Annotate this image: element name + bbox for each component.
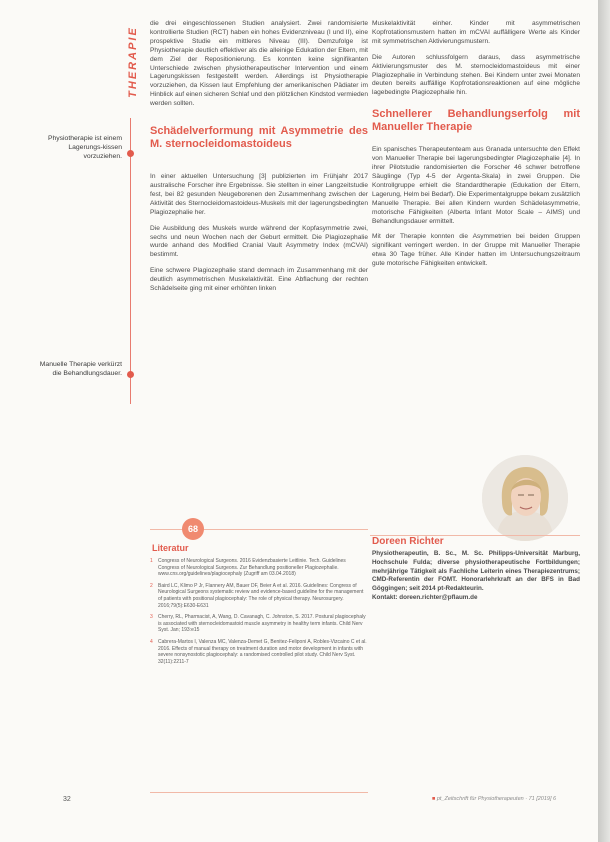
author-bio [372, 550, 580, 603]
reference-list [150, 558, 368, 670]
author-name: Doreen Richter [372, 536, 444, 547]
page-edge [598, 0, 610, 842]
author-contact[interactable]: Kontakt: doreen.richter@pflaum.de [372, 593, 478, 601]
author-photo [482, 455, 568, 541]
reference-item: 1 Congress of Neurological Surgeons. 2016 Evidenzbasierte Leitlinie. Tech. Guidelines Congress of Neurological Surgeons. Zur Behandlung positioneller Plagiozephalie. www.cns.org/guidelines/plagiocephaly (Zugriff am 03.04.2018) [150, 558, 346, 578]
paragraph: Die Autoren schlussfolgern daraus, dass asymmetrische Aktivierungsmuster des M. sternocleidomastoideus mit einer Plagiozephalie in Verbindung stehen. Bei Kindern unter zwei Monaten deuten bereits auffällige Kopfrotationsreaktionen auf eine mögliche lagebedingte Plagiozephalie hin. [372, 53, 580, 97]
author-role: Physiotherapeutin, B. Sc., M. Sc. Philipps-Universität Marburg, Hochschule Fulda; diverse physiotherapeutische Fortbildungen; mehrjährige Tätigkeit als Fachliche Leiterin eines Therapiezentrums; CMD-Referentin der FOMT. Honorarlehrkraft an der BFS in Bad Göggingen; seit 2014 pt-Redakteurin. [372, 550, 580, 593]
note-dot [127, 150, 134, 157]
journal-footer: ■ pt_Zeitschrift für Physiotherapeuten · 71 [2019] 6 [432, 796, 557, 802]
paragraph: Die Ausbildung des Muskels wurde während der Kopfasymmetrie zwei, sechs und neun Wochen nach der Geburt ermittelt. Die Plagiozephalie wurde anhand des Modified Cranial Vault Asymmetry Index (mCVAI) bestimmt. [150, 224, 368, 259]
paragraph: Eine schwere Plagiozephalie stand demnach im Zusammenhang mit der deutlich asymmetrischen Muskelaktivität. Eine Abflachung der rechten Schädelseite ging mit einer erhöhten linken [150, 267, 368, 293]
literature-heading: Literatur [152, 543, 189, 553]
paragraph: Mit der Therapie konnten die Asymmetrien bei beiden Gruppen signifikant verringert werden. In der Gruppe mit Manueller Therapie etwa 30 Tage früher. Alle Kinder hatten im Untersuchungszeitraum gute motorische Fähigkeiten entwickelt. [372, 233, 580, 268]
section-heading: Schädelverformung mit Asymmetrie des M. sternocleidomastoideus [150, 125, 368, 151]
paragraph: In einer aktuellen Untersuchung [3] publizierten im Frühjahr 2017 australische Forscher ihre Ergebnisse. Sie stellten in einer Langzeitstudie fest, bei 82 gesunden Neugeborenen den Zusammenhang zwischen der Aktivität des Sternocleidomastoideus-Muskels mit der lagerungsbedingten Plagiozephalie her. [150, 173, 368, 216]
reference-item: 3 Cherry, RL, Pharmacist, A, Wang, D. Cavanagh, C. Johnston, S. 2017. Postural plagiocephaly is associated with sternocleidomastoid muscle asymmetry in healthy term infants. Child Nerv Syst. Jan; 193:e15 [150, 614, 366, 634]
reference-item: 4 Cabrera-Martos I, Valenza MC, Valenza-Demet G, Benitez-Feliponi A, Robles-Vizcaino C et al. 2016. Effects of manual therapy on treatment duration and motor development in infants with severe nonsynostotic plagiocephaly: a randomised controlled pilot study. Child Nerv Syst. 32(11):2211-7 [150, 638, 367, 665]
note-dot [127, 371, 134, 378]
section-tag: THERAPIE [127, 26, 139, 98]
page-number: 32 [63, 796, 71, 803]
reference-item: 2 Baird LC, Klimo P Jr, Flannery AM, Bauer DF, Beier A et al. 2016. Guidelines: Congress of Neurological Surgeons systematic review and evidence-based guideline for the management of patients with positional plagiocephaly: The role of physical therapy. Neurosurgery. 2016;79(5):E630-E631 [150, 582, 364, 609]
margin-note: Manuelle Therapie verkürzt die Behandlungsdauer. [39, 361, 122, 377]
column-left [150, 20, 368, 301]
literature-badge: 68 [182, 518, 204, 540]
paragraph: Ein spanisches Therapeutenteam aus Granada untersuchte den Effekt von Manueller Therapie bei lagerungsbedingter Plagiozephalie [4]. In ihrer Pilotstudie randomisierten die Forscher 46 schwer betroffene Säuglinge (Typ 4-5 der Argenta-Skala) in zwei Gruppen. Die Kontrollgruppe erhielt die Standardtherapie (Edukation der Eltern, Lagerung, Helm bei Bedarf). Die Experimentalgruppe bekam zusätzlich Manuelle Therapie. Bei allen Kindern wurden Schädelasymmetrie, motorische Fähigkeiten (Alberta Infant Motor Scale – AIMS) und Behandlungsdauer ermittelt. [372, 146, 580, 225]
column-right [372, 20, 580, 276]
section-rule [130, 118, 131, 404]
section-heading: Schnellerer Behandlungserfolg mit Manueller Therapie [372, 108, 580, 134]
paragraph: die drei eingeschlossenen Studien analysiert. Zwei randomisierte kontrollierte Studien (RCT) haben ein hohes Evidenzniveau (I und II), eine prospektive Studie ein mittleres Niveau (III). Demzufolge ist Physiotherapie deutlich effektiver als die alleinige Edukation der Eltern, mit dem Ziel der Repositionierung. Es konnten keine signifikanten Unterschiede zwischen physiotherapeutischer Intervention und einem Lagerungskissen festgestellt werden. Allerdings ist Physiotherapie vorzuziehen, da Kissen laut Empfehlung der amerikanischen Pädiater im Hinblick auf einen sicheren Schlaf und den plötzlichen Kindstod vermieden werden sollten. [150, 20, 368, 108]
margin-note: Physiotherapie ist einem Lagerungs-kissen vorzuziehen. [47, 135, 122, 160]
bottom-rule [150, 792, 368, 793]
paragraph: Muskelaktivität einher. Kinder mit asymmetrischen Kopfrotationsmustern hatten im mCVAI auffälligere Werte als Kinder mit symmetrischen Aktivierungsmustern. [372, 20, 580, 45]
